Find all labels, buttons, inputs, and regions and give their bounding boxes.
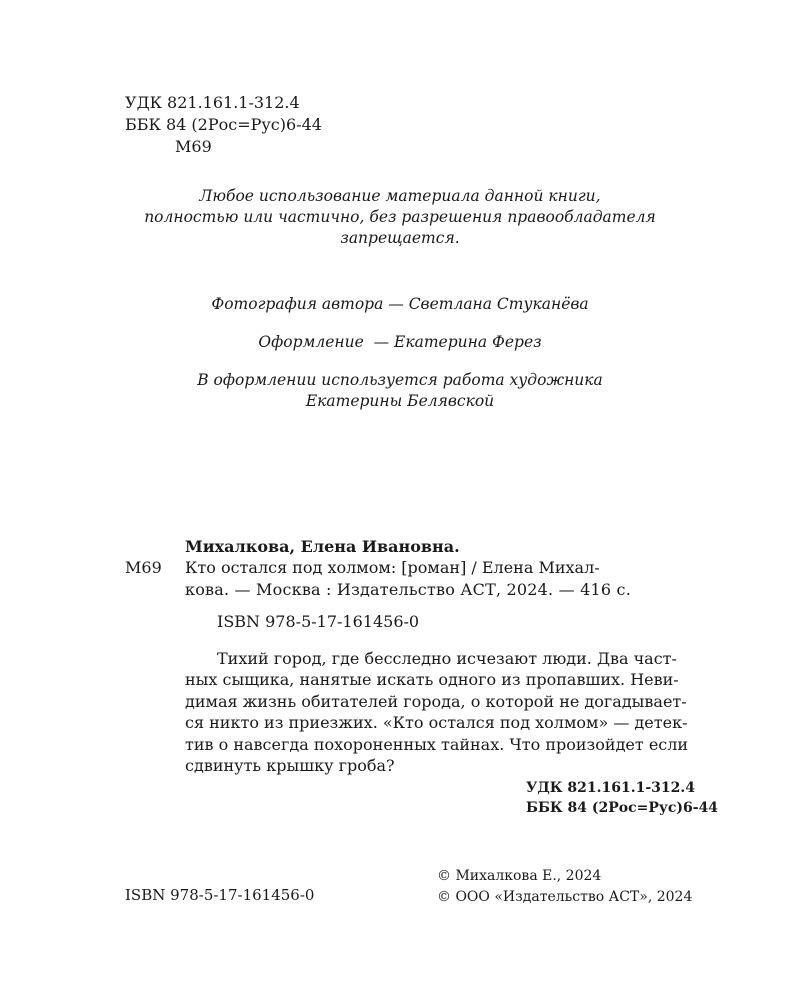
bbk-code: ББК 84 (2Рос=Рус)6-44 xyxy=(125,115,322,134)
bib-line: кова. — Москва : Издательство АСТ, 2024. — 416 с. xyxy=(185,580,631,599)
notice-line: запрещается. xyxy=(340,229,460,247)
catalog-isbn: ISBN 978-5-17-161456-0 xyxy=(217,612,420,631)
author-mark: М69 xyxy=(175,137,212,156)
notice-line: полностью или частично, без разрешения правообладателя xyxy=(144,208,656,226)
annotation-line: ся никто из приезжих. «Кто остался под холмом» — детек- xyxy=(185,713,688,733)
copyright-lines xyxy=(437,866,692,908)
classification-codes xyxy=(125,92,322,158)
bibliographic-description xyxy=(185,557,720,601)
footer-isbn: ISBN 978-5-17-161456-0 xyxy=(125,886,315,904)
copyright-publisher: © ООО «Издательство АСТ», 2024 xyxy=(437,889,693,905)
artwork-credit xyxy=(100,370,700,412)
catalog-udk: УДК 821.161.1-312.4 xyxy=(526,780,696,796)
photo-credit: Фотография автора — Светлана Стуканёва xyxy=(211,295,589,313)
annotation-line: Тихий город, где бесследно исчезают люди. Два част- xyxy=(217,649,677,668)
annotation xyxy=(185,648,720,776)
notice-line: Любое использование материала данной книги, xyxy=(199,187,601,205)
catalog-bbk: ББК 84 (2Рос=Рус)6-44 xyxy=(526,800,719,816)
copyright-notice xyxy=(100,186,700,249)
artwork-credit-line: Екатерины Белявской xyxy=(305,392,495,410)
catalog-author: Михалкова, Елена Ивановна. xyxy=(185,537,460,556)
catalog-author-mark: М69 xyxy=(125,558,162,577)
artwork-credit-line: В оформлении используется работа художника xyxy=(197,371,603,389)
annotation-line: димая жизнь обитателей города, о которой не догадывает- xyxy=(185,691,687,711)
copyright-author: © Михалкова Е., 2024 xyxy=(437,868,602,884)
udk-code: УДК 821.161.1-312.4 xyxy=(125,93,300,112)
catalog-classification xyxy=(526,778,718,818)
bib-line: Кто остался под холмом: [роман] / Елена Михал- xyxy=(185,558,600,577)
annotation-line: ных сыщика, нанятые искать одного из пропавших. Неви- xyxy=(185,670,679,690)
design-credit: Оформление — Екатерина Ферез xyxy=(258,333,542,351)
annotation-line: сдвинуть крышку гроба? xyxy=(185,756,395,776)
annotation-line: тив о навсегда похороненных тайнах. Что произойдет если xyxy=(185,734,689,754)
